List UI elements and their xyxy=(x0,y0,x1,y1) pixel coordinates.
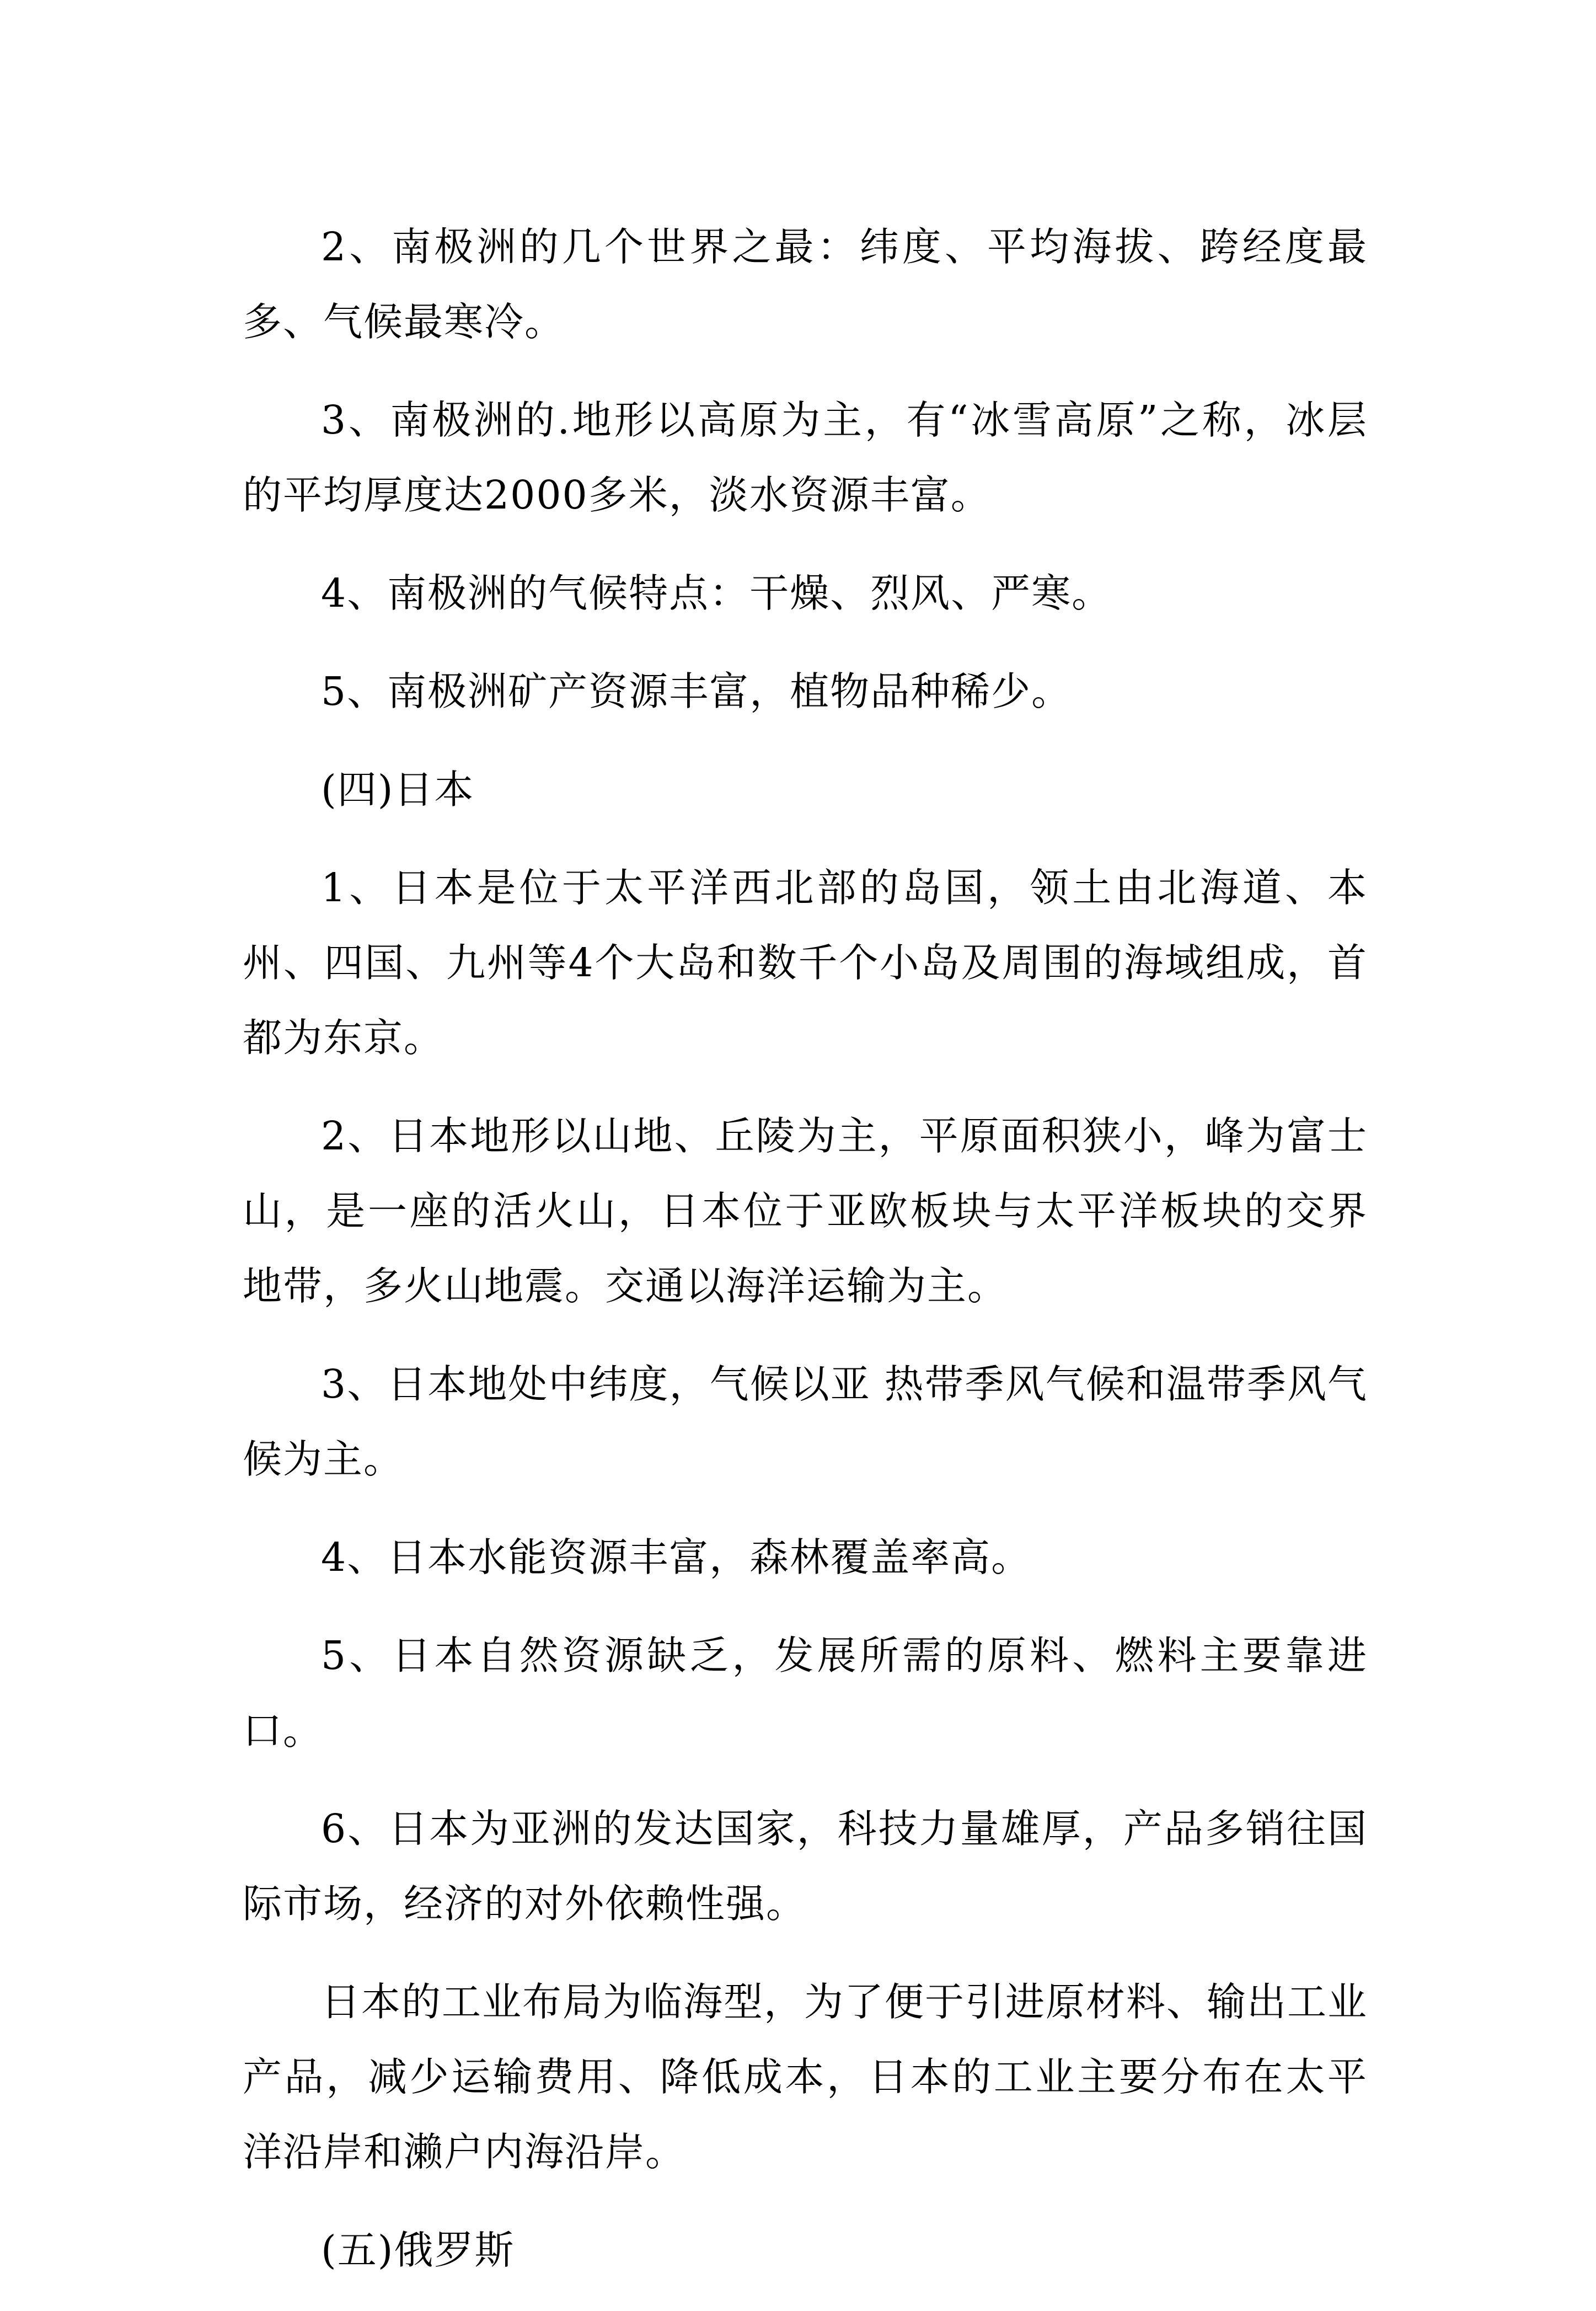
paragraph-japan-terrain: 2、日本地形以山地、丘陵为主，平原面积狭小，峰为富士山，是一座的活火山，日本位于亚欧板块与太平洋板块的交界地带，多火山地震。交通以海洋运输为主。 xyxy=(243,1113,1368,1309)
paragraph-japan-climate: 3、日本地处中纬度，气候以亚 热带季风气候和温带季风气候为主。 xyxy=(243,1361,1368,1482)
section-heading-japan: (四)日本 xyxy=(321,767,475,812)
paragraph-japan-location: 1、日本是位于太平洋西北部的岛国，领土由北海道、本州、四国、九州等4个大岛和数千个小岛及周围的海域组成，首都为东京。 xyxy=(243,865,1368,1061)
paragraph-japan-industry: 日本的工业布局为临海型，为了便于引进原材料、输出工业产品，减少运输费用、降低成本，日本的工业主要分布在太平洋沿岸和濑户内海沿岸。 xyxy=(243,1979,1368,2175)
paragraph-japan-economy: 6、日本为亚洲的发达国家，科技力量雄厚，产品多销往国际市场，经济的对外依赖性强。 xyxy=(243,1806,1368,1927)
paragraph-antarctica-resources: 5、南极洲矿产资源丰富，植物品种稀少。 xyxy=(321,668,1072,714)
section-heading-russia: (五)俄罗斯 xyxy=(321,2227,515,2273)
paragraph-antarctica-climate: 4、南极洲的气候特点：干燥、烈风、严寒。 xyxy=(321,570,1112,616)
paragraph-japan-resources: 5、日本自然资源缺乏，发展所需的原料、燃料主要靠进口。 xyxy=(243,1633,1368,1753)
paragraph-antarctica-records: 2、南极洲的几个世界之最：纬度、平均海拔、跨经度最多、气候最寒冷。 xyxy=(243,224,1368,345)
document-body xyxy=(243,210,1368,2311)
paragraph-japan-water-forest: 4、日本水能资源丰富，森林覆盖率高。 xyxy=(321,1534,1032,1580)
paragraph-antarctica-terrain: 3、南极洲的.地形以高原为主，有“冰雪高原”之称，冰层的平均厚度达2000多米，淡水资源丰富。 xyxy=(243,397,1368,518)
